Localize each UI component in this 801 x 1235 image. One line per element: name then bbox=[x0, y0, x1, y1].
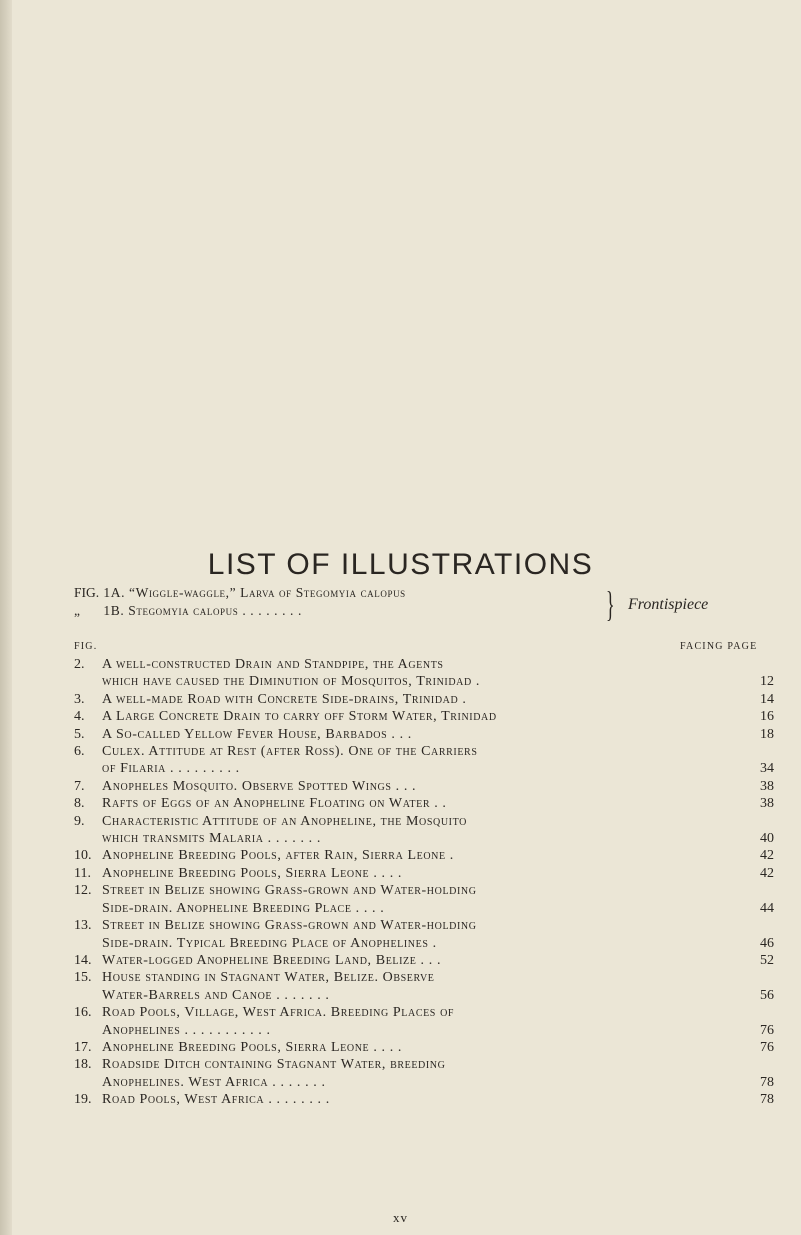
caption-line bbox=[102, 708, 774, 725]
list-item bbox=[74, 1091, 774, 1108]
caption-text: Street in Belize showing Grass-grown and Water-holding bbox=[102, 918, 477, 934]
caption-line bbox=[102, 1039, 774, 1056]
caption-text: A Large Concrete Drain to carry off Storm Water, Trinidad bbox=[102, 709, 497, 725]
caption-text: Culex. Attitude at Rest (after Ross). One of the Carriers bbox=[102, 744, 478, 760]
caption-text: Side-drain. Typical Breeding Place of Anophelines . bbox=[102, 935, 437, 951]
page-number: 78 bbox=[760, 1074, 774, 1090]
page-number: 40 bbox=[760, 831, 774, 847]
caption-text: Water-logged Anopheline Breeding Land, Belize . . . bbox=[102, 952, 442, 968]
list-item bbox=[74, 726, 774, 743]
caption-line bbox=[102, 656, 774, 673]
caption-line bbox=[102, 882, 774, 899]
caption-line bbox=[102, 760, 774, 777]
page-number: 38 bbox=[760, 778, 774, 794]
caption-line bbox=[102, 813, 774, 830]
caption-text: Roadside Ditch containing Stagnant Water, breeding bbox=[102, 1057, 446, 1073]
figure-number: 12. bbox=[74, 883, 92, 899]
fig-column-header: FIG. bbox=[74, 641, 98, 652]
page-number: 44 bbox=[760, 900, 774, 916]
page-number: 46 bbox=[760, 935, 774, 951]
list-item bbox=[74, 813, 774, 848]
caption-line bbox=[102, 691, 774, 708]
caption-text: Anopheline Breeding Pools, Sierra Leone . . . . bbox=[102, 865, 403, 881]
caption-line bbox=[102, 900, 774, 917]
page-number: 76 bbox=[760, 1022, 774, 1038]
ditto-mark: „ bbox=[74, 603, 80, 618]
list-item bbox=[74, 708, 774, 725]
page-title: LIST OF ILLUSTRATIONS bbox=[207, 548, 594, 582]
caption-text: Anopheles Mosquito. Observe Spotted Wings . . . bbox=[102, 778, 417, 794]
caption-line bbox=[102, 1056, 774, 1073]
list-item bbox=[74, 952, 774, 969]
caption-text: Anopheline Breeding Pools, after Rain, Sierra Leone . bbox=[102, 848, 454, 864]
frontispiece-label: Frontispiece bbox=[628, 596, 709, 613]
page-folio: xv bbox=[393, 1210, 408, 1225]
list-item bbox=[74, 969, 774, 1004]
caption-line bbox=[102, 865, 774, 882]
list-item bbox=[74, 795, 774, 812]
frontispiece-caption: 1B. Stegomyia calopus . . . . . . . . bbox=[103, 603, 302, 618]
caption-text: Water-Barrels and Canoe . . . . . . . bbox=[102, 987, 330, 1003]
page-number: 14 bbox=[760, 691, 774, 707]
page-number: 18 bbox=[760, 726, 774, 742]
caption-line bbox=[102, 830, 774, 847]
page-number: 16 bbox=[760, 709, 774, 725]
list-item bbox=[74, 917, 774, 952]
page-number: 42 bbox=[760, 848, 774, 864]
caption-text: Rafts of Eggs of an Anopheline Floating on Water . . bbox=[102, 796, 447, 812]
page-number: 12 bbox=[760, 674, 774, 690]
caption-line bbox=[102, 917, 774, 934]
figure-number: 17. bbox=[74, 1039, 92, 1055]
figure-number: 15. bbox=[74, 970, 92, 986]
caption-text: Street in Belize showing Grass-grown and Water-holding bbox=[102, 883, 477, 899]
caption-text: Anophelines. West Africa . . . . . . . bbox=[102, 1074, 326, 1090]
caption-line bbox=[102, 1004, 774, 1021]
caption-line bbox=[102, 795, 774, 812]
caption-text: Anopheline Breeding Pools, Sierra Leone . . . . bbox=[102, 1039, 403, 1055]
caption-line bbox=[102, 987, 774, 1004]
caption-text: House standing in Stagnant Water, Belize. Observe bbox=[102, 970, 435, 986]
figure-number: 3. bbox=[74, 691, 85, 707]
fig-prefix: FIG. bbox=[74, 585, 100, 600]
frontispiece-caption: 1A. “Wiggle-waggle,” Larva of Stegomyia calopus bbox=[103, 585, 406, 600]
figure-number: 18. bbox=[74, 1057, 92, 1073]
caption-line bbox=[102, 743, 774, 760]
page-number: 56 bbox=[760, 987, 774, 1003]
caption-line bbox=[102, 1074, 774, 1091]
figure-number: 13. bbox=[74, 918, 92, 934]
list-item bbox=[74, 691, 774, 708]
caption-text: A well-constructed Drain and Standpipe, the Agents bbox=[102, 657, 444, 672]
figure-number: 10. bbox=[74, 848, 92, 864]
caption-text: Road Pools, Village, West Africa. Breeding Places of bbox=[102, 1005, 455, 1021]
illustrations-list bbox=[74, 656, 774, 1109]
caption-text: A well-made Road with Concrete Side-drains, Trinidad . bbox=[102, 691, 467, 707]
list-item bbox=[74, 743, 774, 778]
figure-number: 9. bbox=[74, 813, 85, 829]
page-number: 38 bbox=[760, 796, 774, 812]
caption-text: Side-drain. Anopheline Breeding Place . . . . bbox=[102, 900, 385, 916]
figure-number: 16. bbox=[74, 1005, 92, 1021]
caption-line bbox=[102, 935, 774, 952]
caption-line bbox=[102, 847, 774, 864]
figure-number: 8. bbox=[74, 796, 85, 812]
caption-text: A So-called Yellow Fever House, Barbados . . . bbox=[102, 726, 412, 742]
caption-text: which have caused the Diminution of Mosquitos, Trinidad . bbox=[102, 674, 481, 690]
caption-line bbox=[102, 673, 774, 690]
list-item bbox=[74, 1004, 774, 1039]
caption-line bbox=[102, 1091, 774, 1108]
caption-line bbox=[102, 778, 774, 795]
figure-number: 6. bbox=[74, 744, 85, 760]
caption-line bbox=[102, 969, 774, 986]
page-number: 78 bbox=[760, 1092, 774, 1108]
list-item bbox=[74, 1039, 774, 1056]
page-number: 52 bbox=[760, 952, 774, 968]
list-item bbox=[74, 847, 774, 864]
page-number: 76 bbox=[760, 1039, 774, 1055]
figure-number: 14. bbox=[74, 952, 92, 968]
list-item bbox=[74, 865, 774, 882]
facing-page-column-header: FACING PAGE bbox=[680, 641, 758, 652]
figure-number: 4. bbox=[74, 709, 85, 725]
figure-number: 5. bbox=[74, 726, 85, 742]
caption-text: Road Pools, West Africa . . . . . . . . bbox=[102, 1092, 330, 1108]
figure-number: 2. bbox=[74, 657, 85, 672]
caption-text: Characteristic Attitude of an Anopheline, the Mosquito bbox=[102, 813, 467, 829]
figure-number: 19. bbox=[74, 1092, 92, 1108]
list-item bbox=[74, 1056, 774, 1091]
caption-text: of Filaria . . . . . . . . . bbox=[102, 761, 240, 777]
list-item bbox=[74, 882, 774, 917]
figure-number: 7. bbox=[74, 778, 85, 794]
caption-line bbox=[102, 952, 774, 969]
list-item bbox=[74, 656, 774, 691]
brace-mark: } bbox=[606, 584, 615, 624]
figure-number: 11. bbox=[74, 865, 91, 881]
page-number: 34 bbox=[760, 761, 774, 777]
caption-line bbox=[102, 726, 774, 743]
caption-text: Anophelines . . . . . . . . . . . bbox=[102, 1022, 271, 1038]
page-number: 42 bbox=[760, 865, 774, 881]
book-spine-edge bbox=[0, 0, 12, 1235]
caption-text: which transmits Malaria . . . . . . . bbox=[102, 831, 321, 847]
caption-line bbox=[102, 1022, 774, 1039]
list-item bbox=[74, 778, 774, 795]
